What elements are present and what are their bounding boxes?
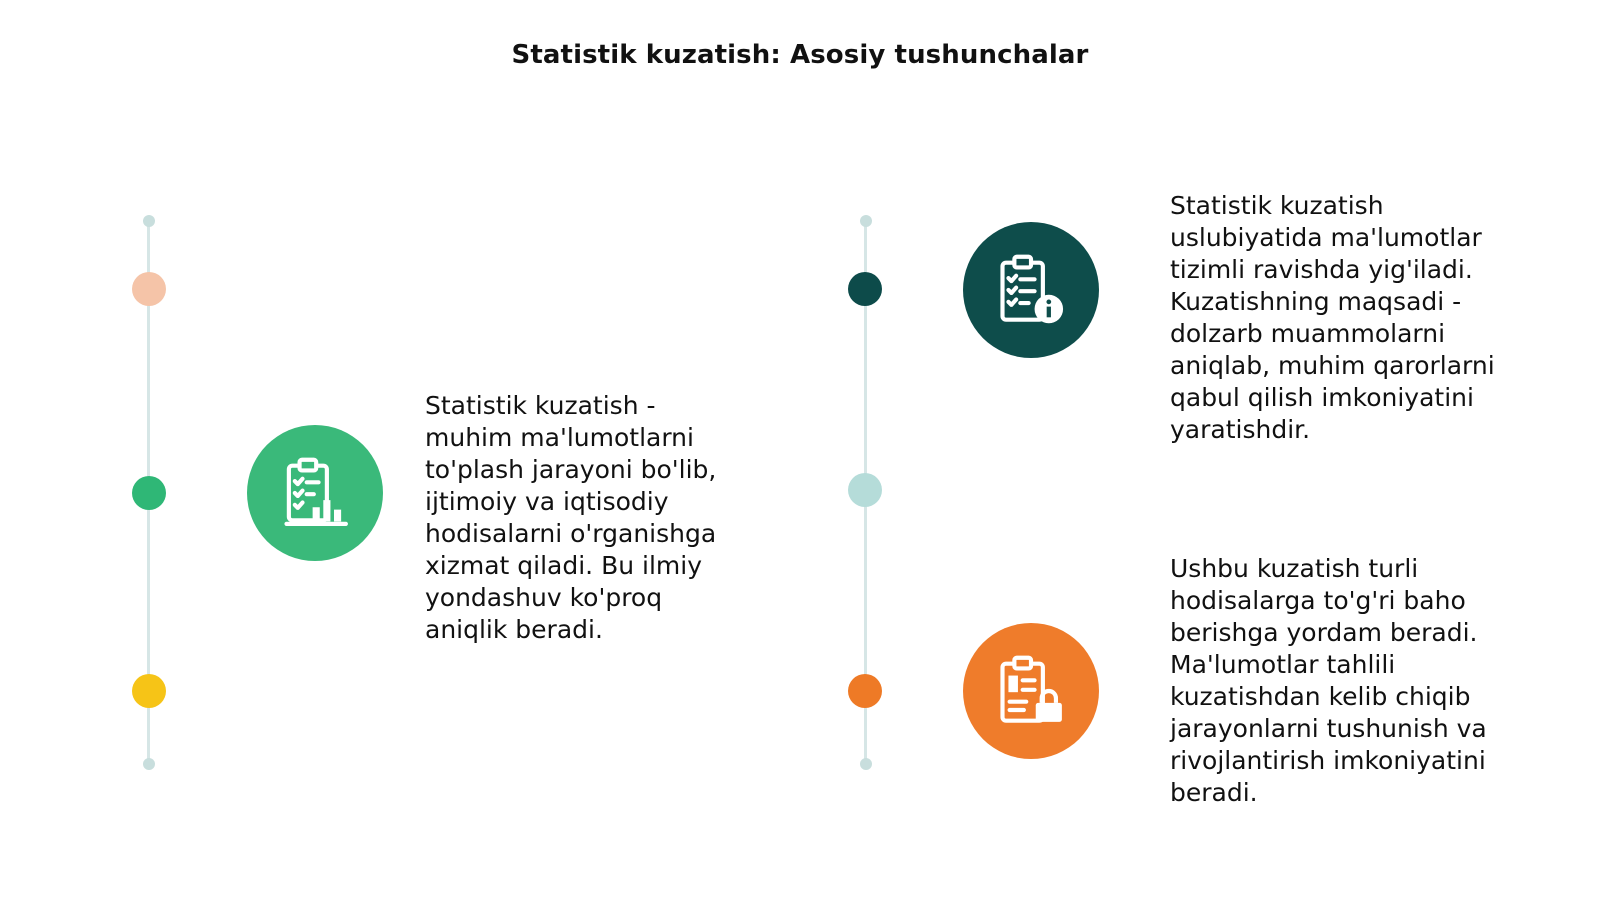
clipboard-info-icon (993, 252, 1069, 328)
item-2-text: Statistik kuzatish uslubiyatida ma'lumotlar tizimli ravishda yig'iladi. Kuzatishning maqsadi - dolzarb muammolarni aniqlab, muhim qarorlarni qabul qilish imkoniyatini yaratishdir. (1170, 191, 1495, 444)
clipboard-info-circle (963, 222, 1099, 358)
left-timeline-green-dot (132, 476, 166, 510)
left-timeline-yellow-dot (132, 674, 166, 708)
right-timeline-orange-dot (848, 674, 882, 708)
clipboard-lock-circle (963, 623, 1099, 759)
clipboard-chart-circle (247, 425, 383, 561)
item-3-text: Ushbu kuzatish turli hodisalarga to'g'ri baho berishga yordam beradi. Ma'lumotlar tahlili kuzatishdan kelib chiqib jarayonlarni tushunish va rivojlantirish imkoniyatini beradi. (1170, 554, 1487, 807)
right-timeline-light-teal-dot (848, 473, 882, 507)
item-1-text: Statistik kuzatish - muhim ma'lumotlarni to'plash jarayoni bo'lib, ijtimoiy va iqtisodiy hodisalarni o'rganishga xizmat qiladi. Bu ilmiy yondashuv ko'proq aniqlik beradi. (425, 391, 717, 644)
clipboard-chart-icon (277, 455, 353, 531)
left-timeline-top-end (143, 215, 155, 227)
left-timeline-bottom-end (143, 758, 155, 770)
clipboard-lock-icon (993, 653, 1069, 729)
right-timeline-bottom-end (860, 758, 872, 770)
left-timeline-peach-dot (132, 272, 166, 306)
right-timeline-top-end (860, 215, 872, 227)
page-title: Statistik kuzatish: Asosiy tushunchalar (511, 40, 1089, 70)
right-timeline-dark-teal-dot (848, 272, 882, 306)
